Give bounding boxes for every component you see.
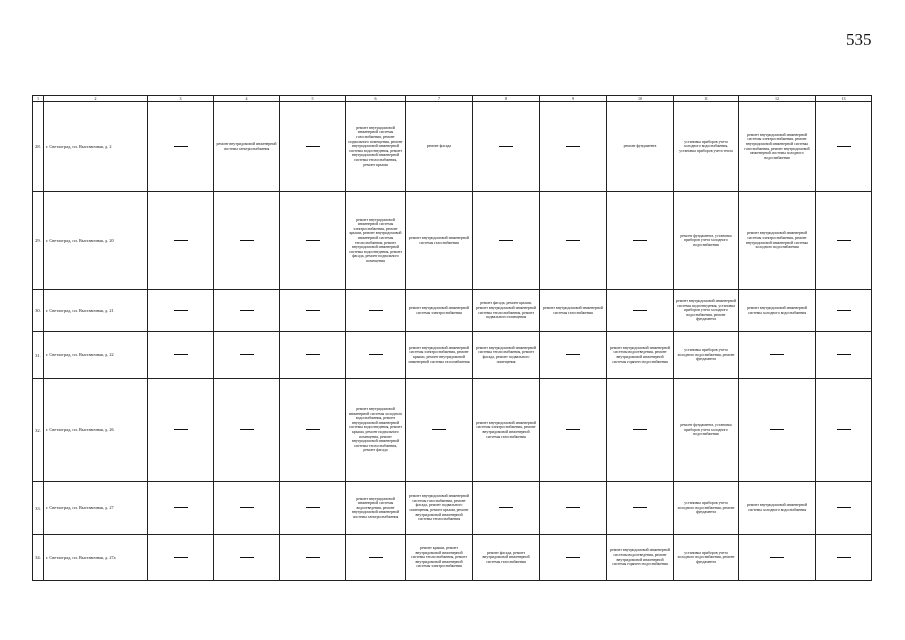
work-description-cell: ремонт фасада, ремонт крыши, ремонт внутридомовой инженерной системы теплоснабжения, ремонт подвального помещения xyxy=(473,290,540,332)
dash-mark xyxy=(174,240,188,241)
work-description-cell: ремонт крыши, ремонт внутридомовой инженерной системы теплоснабжения, ремонт внутридомовой инженерной системы электроснабжения xyxy=(406,535,473,581)
address-cell: г. Светлоград, пл. Выставочная, д. 2 xyxy=(44,102,148,192)
column-header-10: 10 xyxy=(607,96,674,102)
empty-dash-cell xyxy=(739,379,816,482)
empty-dash-cell xyxy=(473,102,540,192)
work-description-cell: ремонт внутридомовой инженерной системы водоотведения, ремонт внутридомовой инженерной системы электроснабжения xyxy=(346,482,406,535)
dash-mark xyxy=(770,557,784,558)
work-description-cell: ремонт внутридомовой инженерной системы электроснабжения xyxy=(214,102,280,192)
empty-dash-cell xyxy=(406,379,473,482)
work-description-cell: установка приборов учета холодного водоснабжения, ремонт фундамента xyxy=(674,332,739,379)
work-description-cell: ремонт внутридомовой инженерной системы водоотведения, ремонт внутридомовой инженерной системы горячего водоснабжения xyxy=(607,332,674,379)
empty-dash-cell xyxy=(540,535,607,581)
empty-dash-cell xyxy=(280,379,346,482)
dash-mark xyxy=(240,507,254,508)
dash-mark xyxy=(499,240,513,241)
dash-mark xyxy=(633,429,647,430)
dash-mark xyxy=(770,354,784,355)
work-description-cell: установка приборов учета холодного водоснабжения, установка приборов учета тепла xyxy=(674,102,739,192)
empty-dash-cell xyxy=(540,332,607,379)
work-description-cell: установка приборов учета холодного водоснабжения, ремонт фундамента xyxy=(674,535,739,581)
dash-mark xyxy=(306,557,320,558)
work-description-cell: ремонт внутридомовой инженерной системы электроснабжения, ремонт крыши, ремонт внутридомовой инженерной системы теплоснабжения, ремонт внутридомовой инженерной системы водоотведения, ремонт фасада, ремонт подвального помещения xyxy=(346,192,406,290)
empty-dash-cell xyxy=(280,332,346,379)
dash-mark xyxy=(566,429,580,430)
empty-dash-cell xyxy=(214,332,280,379)
empty-dash-cell xyxy=(148,379,214,482)
dash-mark xyxy=(837,146,851,147)
row-number: 29. xyxy=(33,192,44,290)
empty-dash-cell xyxy=(148,332,214,379)
dash-mark xyxy=(174,354,188,355)
work-description-cell: ремонт внутридомовой инженерной системы водоотведения, установка приборов учета холодного водоснабжения, ремонт фундамента xyxy=(674,290,739,332)
dash-mark xyxy=(369,310,383,311)
empty-dash-cell xyxy=(148,192,214,290)
row-number: 28. xyxy=(33,102,44,192)
empty-dash-cell xyxy=(280,482,346,535)
address-cell: г. Светлоград, пл. Выставочная, д. 26 xyxy=(44,379,148,482)
table-row xyxy=(33,102,872,192)
address-cell: г. Светлоград, пл. Выставочная, д. 22 xyxy=(44,332,148,379)
work-description-cell: ремонт внутридомовой инженерной системы водоотведения, ремонт внутридомовой инженерной системы горячего водоснабжения xyxy=(607,535,674,581)
empty-dash-cell xyxy=(473,482,540,535)
empty-dash-cell xyxy=(280,102,346,192)
address-cell: г. Светлоград, пл. Выставочная, д. 20 xyxy=(44,192,148,290)
empty-dash-cell xyxy=(280,290,346,332)
work-description-cell: ремонт фасада, ремонт внутридомовой инженерной системы газоснабжения xyxy=(473,535,540,581)
dash-mark xyxy=(837,557,851,558)
work-description-cell: установка приборов учета холодного водоснабжения, ремонт фундамента xyxy=(674,482,739,535)
empty-dash-cell xyxy=(280,192,346,290)
empty-dash-cell xyxy=(473,192,540,290)
table-row xyxy=(33,482,872,535)
empty-dash-cell xyxy=(607,290,674,332)
work-description-cell: ремонт фундамента, установка приборов учета холодного водоснабжения xyxy=(674,379,739,482)
work-description-cell: ремонт внутридомовой инженерной системы электроснабжения xyxy=(406,290,473,332)
empty-dash-cell xyxy=(346,332,406,379)
table-row xyxy=(33,535,872,581)
dash-mark xyxy=(306,354,320,355)
empty-dash-cell xyxy=(540,102,607,192)
empty-dash-cell xyxy=(148,102,214,192)
empty-dash-cell xyxy=(214,290,280,332)
work-description-cell: ремонт внутридомовой инженерной системы электроснабжения, ремонт внутридомовой инженерной системы газоснабжения xyxy=(473,379,540,482)
column-header-12: 12 xyxy=(739,96,816,102)
dash-mark xyxy=(240,557,254,558)
column-header-5: 5 xyxy=(280,96,346,102)
work-description-cell: ремонт внутридомовой инженерной системы холодного водоснабжения xyxy=(739,482,816,535)
empty-dash-cell xyxy=(816,332,872,379)
dash-mark xyxy=(770,429,784,430)
dash-mark xyxy=(174,507,188,508)
column-header-7: 7 xyxy=(406,96,473,102)
empty-dash-cell xyxy=(280,535,346,581)
row-number: 33. xyxy=(33,482,44,535)
dash-mark xyxy=(240,429,254,430)
work-description-cell: ремонт фундамента xyxy=(607,102,674,192)
empty-dash-cell xyxy=(816,482,872,535)
table-row xyxy=(33,192,872,290)
dash-mark xyxy=(633,240,647,241)
empty-dash-cell xyxy=(214,482,280,535)
work-description-cell: ремонт внутридомовой инженерной системы газоснабжения xyxy=(406,192,473,290)
column-header-8: 8 xyxy=(473,96,540,102)
empty-dash-cell xyxy=(214,535,280,581)
empty-dash-cell xyxy=(607,482,674,535)
dash-mark xyxy=(174,310,188,311)
empty-dash-cell xyxy=(540,482,607,535)
table-row xyxy=(33,332,872,379)
dash-mark xyxy=(306,507,320,508)
work-description-cell: ремонт внутридомовой инженерной системы электроснабжения, ремонт внутридомовой инженерной системы холодного водоснабжения xyxy=(739,192,816,290)
empty-dash-cell xyxy=(816,535,872,581)
dash-mark xyxy=(174,146,188,147)
empty-dash-cell xyxy=(739,332,816,379)
work-description-cell: ремонт внутридомовой инженерной системы электроснабжения, ремонт крыши, ремонт внутридомовой инженерной системы газоснабжения xyxy=(406,332,473,379)
dash-mark xyxy=(837,507,851,508)
dash-mark xyxy=(306,240,320,241)
row-number: 31. xyxy=(33,332,44,379)
work-description-cell: ремонт внутридомовой инженерной системы газоснабжения xyxy=(540,290,607,332)
dash-mark xyxy=(837,310,851,311)
dash-mark xyxy=(566,240,580,241)
dash-mark xyxy=(369,557,383,558)
column-header-6: 6 xyxy=(346,96,406,102)
empty-dash-cell xyxy=(739,535,816,581)
dash-mark xyxy=(306,429,320,430)
work-description-cell: ремонт внутридомовой инженерной системы газоснабжения, ремонт фасада, ремонт подвального помещения, ремонт крыши, ремонт внутридомовой инженерной системы теплоснабжения xyxy=(406,482,473,535)
work-description-cell: ремонт внутридомовой инженерной системы холодного водоснабжения, ремонт внутридомовой инженерной системы водоотведения, ремонт крыши, ремонт подвального помещения, ремонт внутридомовой инженерной системы теплоснабжения, ремонт фасада xyxy=(346,379,406,482)
empty-dash-cell xyxy=(214,379,280,482)
dash-mark xyxy=(306,310,320,311)
empty-dash-cell xyxy=(607,379,674,482)
empty-dash-cell xyxy=(816,379,872,482)
empty-dash-cell xyxy=(148,482,214,535)
work-description-cell: ремонт внутридомовой инженерной системы газоснабжения, ремонт подвального помещения, ремонт внутридомовой инженерной системы водоотведения, ремонт внутридомовой инженерной системы теплоснабжения, ремонт крыши xyxy=(346,102,406,192)
work-description-cell: ремонт фасада xyxy=(406,102,473,192)
empty-dash-cell xyxy=(346,290,406,332)
empty-dash-cell xyxy=(607,192,674,290)
column-header-1: 1 xyxy=(33,96,44,102)
empty-dash-cell xyxy=(148,535,214,581)
empty-dash-cell xyxy=(816,290,872,332)
empty-dash-cell xyxy=(816,102,872,192)
dash-mark xyxy=(240,354,254,355)
column-header-2: 2 xyxy=(44,96,148,102)
dash-mark xyxy=(566,354,580,355)
work-description-cell: ремонт фундамента, установка приборов учета холодного водоснабжения xyxy=(674,192,739,290)
column-header-3: 3 xyxy=(148,96,214,102)
dash-mark xyxy=(240,240,254,241)
dash-mark xyxy=(837,240,851,241)
dash-mark xyxy=(837,354,851,355)
empty-dash-cell xyxy=(540,379,607,482)
row-number: 30. xyxy=(33,290,44,332)
column-header-13: 13 xyxy=(816,96,872,102)
dash-mark xyxy=(566,557,580,558)
empty-dash-cell xyxy=(148,290,214,332)
dash-mark xyxy=(837,429,851,430)
table-row xyxy=(33,379,872,482)
work-description-cell: ремонт внутридомовой инженерной системы теплоснабжения, ремонт фасада, ремонт подвального помещения xyxy=(473,332,540,379)
dash-mark xyxy=(369,354,383,355)
dash-mark xyxy=(306,146,320,147)
dash-mark xyxy=(499,146,513,147)
address-cell: г. Светлоград, пл. Выставочная, д. 27а xyxy=(44,535,148,581)
dash-mark xyxy=(174,557,188,558)
column-header-11: 11 xyxy=(674,96,739,102)
address-cell: г. Светлоград, пл. Выставочная, д. 21 xyxy=(44,290,148,332)
empty-dash-cell xyxy=(346,535,406,581)
dash-mark xyxy=(432,429,446,430)
dash-mark xyxy=(499,507,513,508)
empty-dash-cell xyxy=(540,192,607,290)
dash-mark xyxy=(633,310,647,311)
work-description-cell: ремонт внутридомовой инженерной системы холодного водоснабжения xyxy=(739,290,816,332)
row-number: 34. xyxy=(33,535,44,581)
repair-schedule-table xyxy=(32,95,872,581)
work-description-cell: ремонт внутридомовой инженерной системы электроснабжения, ремонт внутридомовой инженерной системы газоснабжения, ремонт внутридомовой инженерной системы холодного водоснабжения xyxy=(739,102,816,192)
column-header-9: 9 xyxy=(540,96,607,102)
empty-dash-cell xyxy=(214,192,280,290)
column-header-4: 4 xyxy=(214,96,280,102)
table-row xyxy=(33,290,872,332)
page-number: 535 xyxy=(846,30,872,49)
dash-mark xyxy=(240,310,254,311)
address-cell: г. Светлоград, пл. Выставочная, д. 27 xyxy=(44,482,148,535)
empty-dash-cell xyxy=(816,192,872,290)
row-number: 32. xyxy=(33,379,44,482)
dash-mark xyxy=(633,507,647,508)
dash-mark xyxy=(566,146,580,147)
dash-mark xyxy=(566,507,580,508)
dash-mark xyxy=(174,429,188,430)
